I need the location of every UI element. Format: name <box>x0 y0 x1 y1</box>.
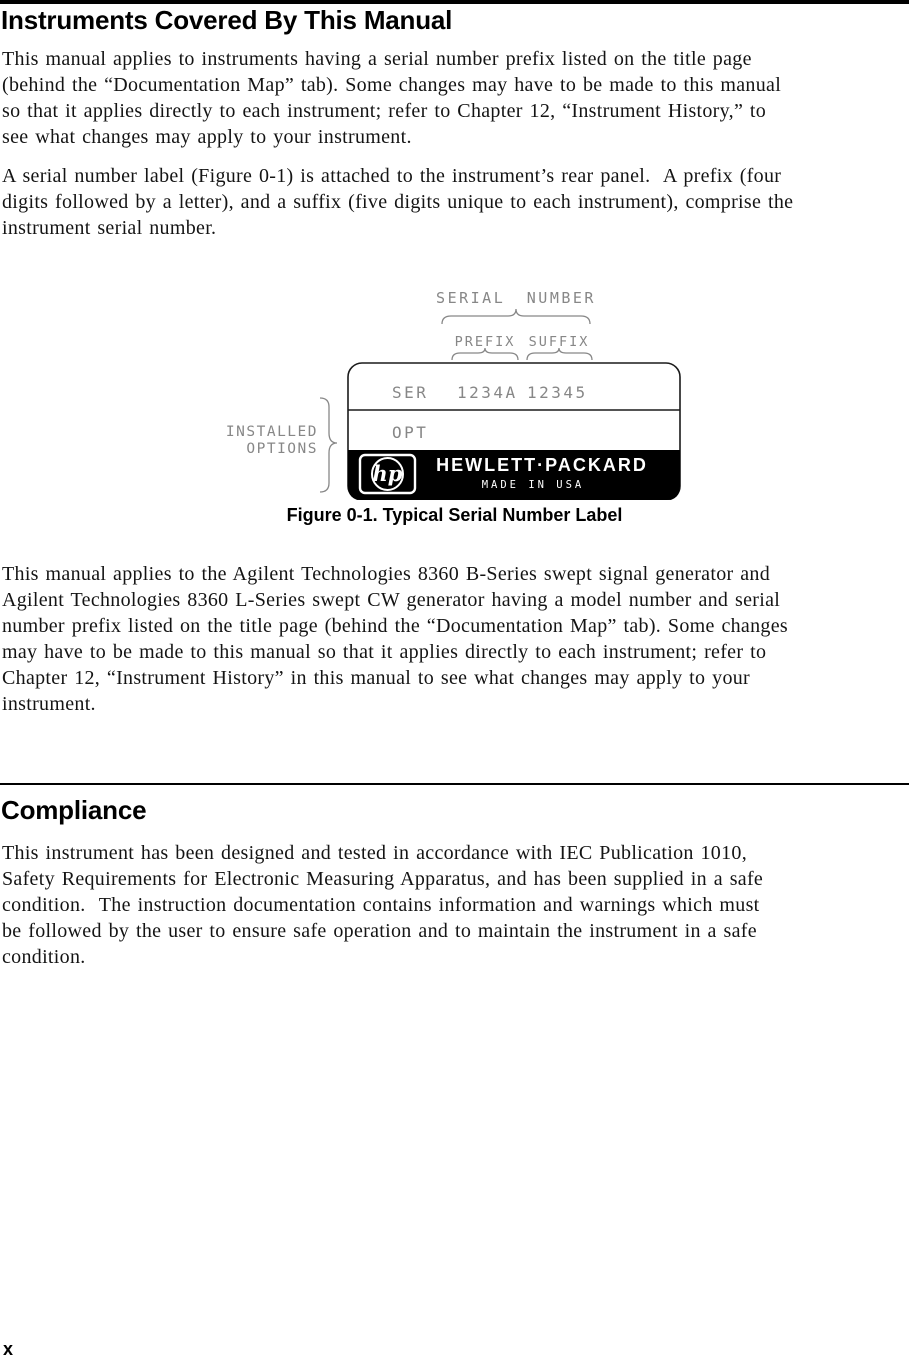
text-line: see what changes may apply to your instrument. <box>2 126 412 148</box>
paragraph-8360-series <box>2 561 788 717</box>
serial-number-label-figure <box>220 283 690 500</box>
text-line: number prefix listed on the title page (behind the “Documentation Map” tab). Some changes <box>2 615 788 637</box>
serial-suffix-value: 12345 <box>527 383 588 402</box>
figure-caption: Figure 0-1. Typical Serial Number Label <box>286 505 623 525</box>
section-title-instruments: Instruments Covered By This Manual <box>1 5 453 35</box>
text-line: Agilent Technologies 8360 L-Series swept CW generator having a model number and serial <box>2 589 781 611</box>
top-rule <box>0 0 909 4</box>
text-line: so that it applies directly to each instrument; refer to Chapter 12, “Instrument History,” to <box>2 100 767 122</box>
text-line: (behind the “Documentation Map” tab). Some changes may have to be made to this manual <box>2 74 782 96</box>
text-line: This instrument has been designed and tested in accordance with IEC Publication 1010, <box>2 842 747 864</box>
page-number: x <box>3 1339 14 1359</box>
text-line: may have to be made to this manual so that it applies directly to each instrument; refer to <box>2 641 767 663</box>
serial-number-label: SERIAL NUMBER <box>436 289 596 307</box>
text-line: Chapter 12, “Instrument History” in this manual to see what changes may apply to your <box>2 667 751 689</box>
installed-options-brace <box>320 398 337 492</box>
text-line: This manual applies to the Agilent Technologies 8360 B-Series swept signal generator and <box>2 563 771 585</box>
brand-name: HEWLETT·PACKARD <box>436 455 648 475</box>
installed-options-label-line1: INSTALLED <box>225 424 318 440</box>
text-line: Safety Requirements for Electronic Measuring Apparatus, and has been supplied in a safe <box>2 868 764 890</box>
paragraph-serial-prefix <box>2 46 781 150</box>
paragraph-serial-label <box>2 163 793 241</box>
text-line: condition. <box>2 946 86 968</box>
prefix-label: PREFIX <box>454 334 516 350</box>
made-in-usa-label: MADE IN USA <box>481 479 585 491</box>
hp-logo-icon: hp <box>372 461 403 486</box>
text-line: This manual applies to instruments having a serial number prefix listed on the title page <box>2 48 752 70</box>
suffix-label: SUFFIX <box>528 334 590 350</box>
serial-number-brace <box>442 309 590 324</box>
text-line: digits followed by a letter), and a suffix (five digits unique to each instrument), comprise the <box>2 191 794 213</box>
compliance-section-rule <box>0 783 909 785</box>
ser-label: SER <box>392 383 429 402</box>
serial-prefix-value: 1234A <box>457 383 518 402</box>
text-line: A serial number label (Figure 0-1) is attached to the instrument’s rear panel. A prefix (four <box>2 165 782 187</box>
installed-options-label-line2: OPTIONS <box>246 441 318 457</box>
opt-label: OPT <box>392 423 429 442</box>
text-line: be followed by the user to ensure safe operation and to maintain the instrument in a safe <box>2 920 757 942</box>
text-line: instrument. <box>2 693 96 715</box>
section-title-compliance: Compliance <box>1 795 147 825</box>
text-line: instrument serial number. <box>2 217 217 239</box>
text-line: condition. The instruction documentation contains information and warnings which must <box>2 894 760 916</box>
paragraph-compliance <box>2 840 763 970</box>
